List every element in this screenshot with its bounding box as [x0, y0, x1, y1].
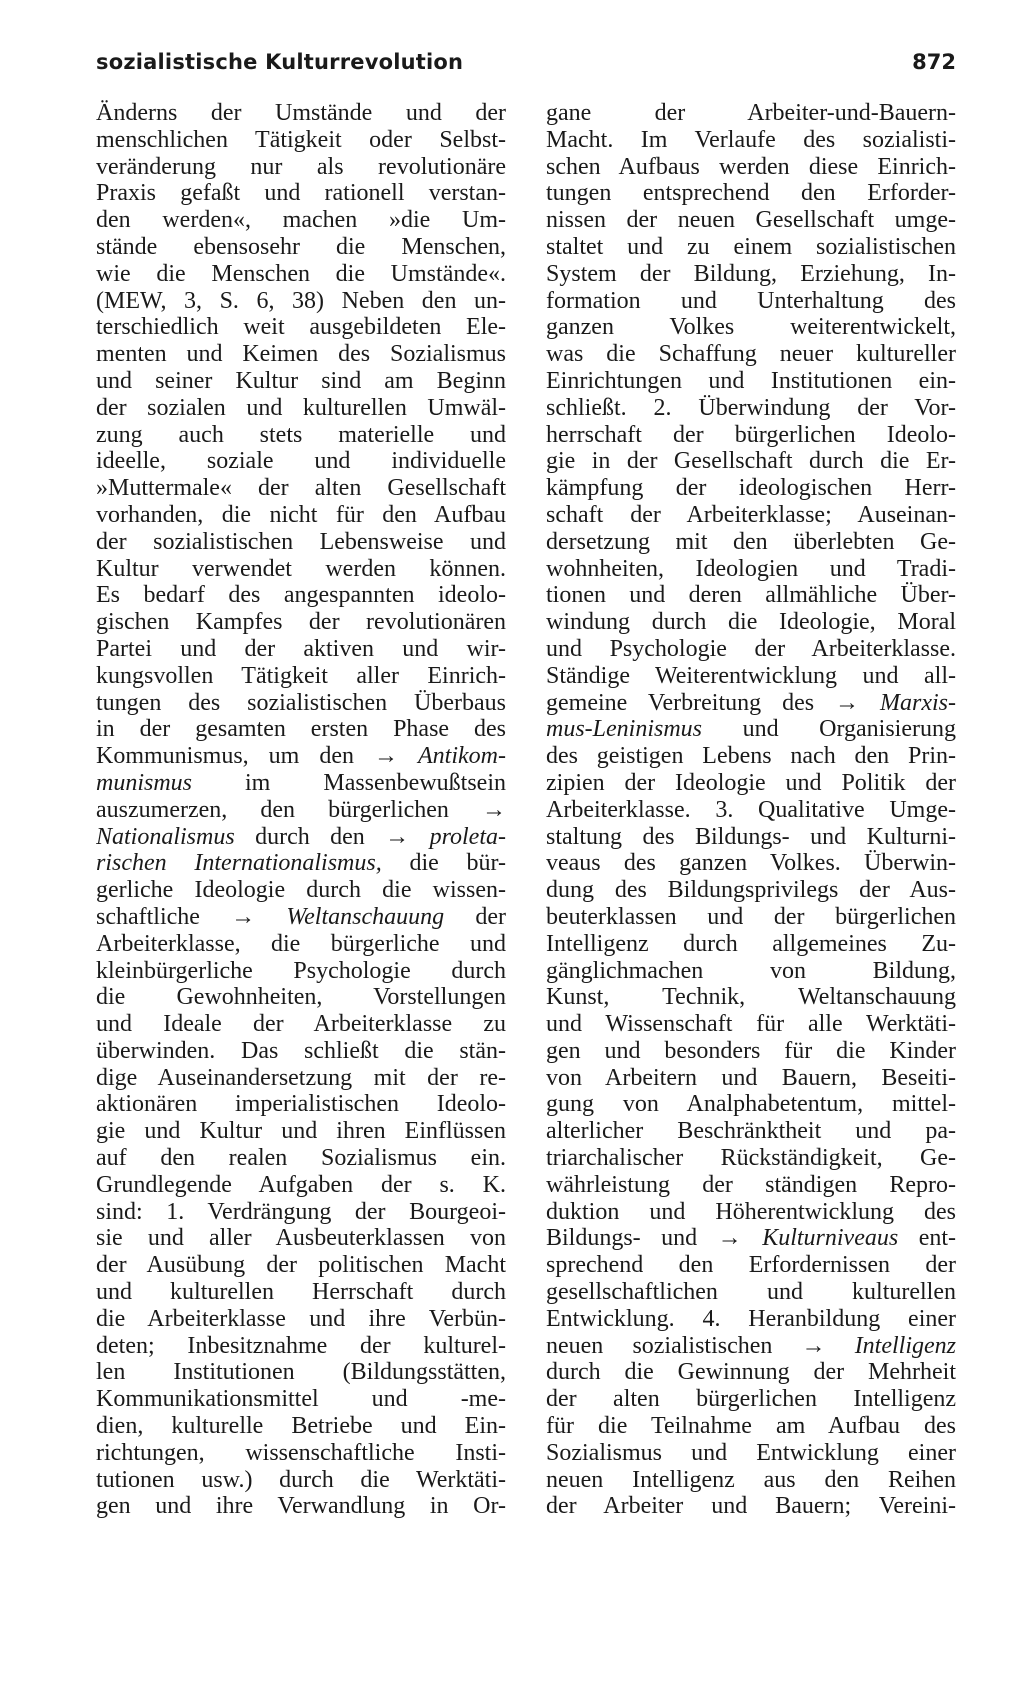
text-run: was die Schaffung neuer kultureller [546, 341, 956, 368]
text-run: kungsvollen Tätigkeit aller Einrich- [96, 662, 506, 689]
text-line [546, 341, 956, 368]
text-run: schen Aufbaus werden diese Einrich- [546, 153, 956, 180]
text-line [546, 502, 956, 529]
text-line [96, 716, 506, 743]
text-line [96, 1493, 506, 1520]
text-run: (MEW, 3, S. 6, 38) Neben den un- [96, 287, 506, 314]
text-line [96, 1118, 506, 1145]
text-line [96, 850, 506, 877]
text-line [546, 1333, 956, 1360]
text-line [96, 100, 506, 127]
text-run: neuen sozialistischen → [546, 1332, 855, 1359]
text-run: gie in der Gesellschaft durch die Er- [546, 448, 956, 475]
text-run: zipien der Ideologie und Politik der [546, 769, 956, 796]
text-line [96, 422, 506, 449]
text-run: gung von Analphabetentum, mittel- [546, 1091, 956, 1118]
text-run: auf den realen Sozialismus ein. [96, 1145, 506, 1172]
text-run: Änderns der Umstände und der [96, 100, 506, 126]
text-line [96, 556, 506, 583]
text-run: der [444, 903, 506, 930]
text-line [546, 797, 956, 824]
text-run: gane der Arbeiter-und-Bauern- [546, 100, 956, 126]
text-run: die Gewohnheiten, Vorstellungen [96, 984, 506, 1011]
text-line [96, 1199, 506, 1226]
text-line [546, 877, 956, 904]
text-line [546, 716, 956, 743]
text-line [546, 234, 956, 261]
text-run: gemeine Verbreitung des → [546, 689, 881, 716]
text-line [96, 1011, 506, 1038]
text-run: stände ebensosehr die Menschen, [96, 233, 506, 260]
text-run: sprechend den Erfordernissen der [546, 1252, 956, 1279]
text-run: Einrichtungen und Institutionen ein- [546, 367, 956, 394]
text-line [546, 931, 956, 958]
text-run: »Muttermale« der alten Gesellschaft [96, 475, 506, 502]
text-run: Kommunikationsmittel und -me- [96, 1386, 506, 1413]
text-run: deten; Inbesitznahme der kulturel- [96, 1332, 506, 1359]
text-line [546, 100, 956, 127]
text-line [96, 475, 506, 502]
text-run: Bildungs- und → [546, 1225, 763, 1252]
text-run: und Ideale der Arbeiterklasse zu [96, 1011, 506, 1038]
text-run: tutionen usw.) durch die Werktäti- [96, 1466, 506, 1493]
text-line [546, 180, 956, 207]
text-line [546, 1440, 956, 1467]
text-line [546, 1386, 956, 1413]
text-line [96, 1038, 506, 1065]
text-line [546, 1199, 956, 1226]
text-run: und Wissenschaft für alle Werktäti- [546, 1011, 956, 1038]
text-run: der sozialen und kulturellen Umwäl- [96, 394, 506, 421]
text-line [546, 1493, 956, 1520]
text-run: überwinden. Das schließt die stän- [96, 1037, 506, 1064]
text-line [546, 1413, 956, 1440]
text-column-left [96, 100, 506, 1520]
text-run: der alten bürgerlichen Intelligenz [546, 1386, 956, 1413]
text-line [96, 127, 506, 154]
text-run: ganzen Volkes weiterentwickelt, [546, 314, 956, 341]
text-line [546, 1011, 956, 1038]
text-line [546, 582, 956, 609]
text-run: dung des Bildungsprivilegs der Aus- [546, 877, 956, 904]
text-line [546, 1359, 956, 1386]
text-run: System der Bildung, Erziehung, In- [546, 260, 956, 287]
text-line [96, 368, 506, 395]
text-line [96, 1279, 506, 1306]
text-line [546, 529, 956, 556]
text-line [546, 556, 956, 583]
text-line [546, 824, 956, 851]
text-run: auszumerzen, den bürgerlichen → [96, 796, 506, 823]
text-line [546, 904, 956, 931]
text-run: vorhanden, die nicht für den Aufbau [96, 501, 506, 528]
text-line [546, 1252, 956, 1279]
text-run: Macht. Im Verlaufe des sozialisti- [546, 126, 956, 153]
text-line [546, 448, 956, 475]
italic-term: mus-Leninismus [546, 716, 703, 743]
text-line [96, 1306, 506, 1333]
text-run: veaus des ganzen Volkes. Überwin- [546, 850, 956, 877]
text-run: und Psychologie der Arbeiterklasse. [546, 635, 956, 662]
text-line [96, 288, 506, 315]
text-line [546, 368, 956, 395]
text-run: wohnheiten, Ideologien und Tradi- [546, 555, 956, 582]
text-line [546, 1038, 956, 1065]
text-run: schließt. 2. Überwindung der Vor- [546, 394, 956, 421]
text-run: für die Teilnahme am Aufbau des [546, 1413, 956, 1440]
text-run: richtungen, wissenschaftliche Insti- [96, 1439, 506, 1466]
text-run: gänglichmachen von Bildung, [546, 957, 956, 984]
text-line [96, 609, 506, 636]
text-line [96, 1359, 506, 1386]
text-run: Entwicklung. 4. Heranbildung einer [546, 1305, 956, 1332]
text-run: Sozialismus und Entwicklung einer [546, 1439, 956, 1466]
text-line [96, 261, 506, 288]
text-line [546, 395, 956, 422]
italic-term: Kulturniveaus [762, 1225, 899, 1252]
italic-term: munismus [96, 769, 193, 796]
text-line [96, 877, 506, 904]
text-line [546, 636, 956, 663]
text-line [96, 1467, 506, 1494]
text-line [96, 824, 506, 851]
text-run: Arbeiterklasse, die bürgerliche und [96, 930, 506, 957]
text-line [546, 288, 956, 315]
text-line [96, 663, 506, 690]
text-line [96, 448, 506, 475]
text-line [96, 1413, 506, 1440]
text-line [96, 582, 506, 609]
text-line [96, 207, 506, 234]
text-line [546, 422, 956, 449]
text-run: menschlichen Tätigkeit oder Selbst- [96, 126, 506, 153]
text-line [546, 314, 956, 341]
text-line [546, 690, 956, 717]
running-header [96, 50, 956, 80]
text-run: tungen des sozialistischen Überbaus [96, 689, 506, 716]
text-run: duktion und Höherentwicklung des [546, 1198, 956, 1225]
text-line [546, 958, 956, 985]
text-run: gerliche Ideologie durch die wissen- [96, 877, 506, 904]
text-line [96, 636, 506, 663]
text-run: Intelligenz durch allgemeines Zu- [546, 930, 956, 957]
text-line [546, 207, 956, 234]
text-run: kleinbürgerliche Psychologie durch [96, 957, 506, 984]
text-run: Kommunismus, um den → [96, 743, 419, 770]
text-line [546, 850, 956, 877]
text-run: dien, kulturelle Betriebe und Ein- [96, 1413, 506, 1440]
text-run: zung auch stets materielle und [96, 421, 506, 448]
text-run: den werden«, machen »die Um- [96, 207, 506, 234]
text-run: beuterklassen und der bürgerlichen [546, 903, 956, 930]
text-run: nissen der neuen Gesellschaft umge- [546, 207, 956, 234]
text-line [546, 770, 956, 797]
text-line [96, 743, 506, 770]
text-line [546, 1091, 956, 1118]
text-run: sind: 1. Verdrängung der Bourgeoi- [96, 1198, 506, 1225]
text-run: Partei und der aktiven und wir- [96, 635, 506, 662]
text-run: staltet und zu einem sozialistischen [546, 233, 956, 260]
italic-term: Nationalismus [96, 823, 235, 850]
text-run: Es bedarf des angespannten ideolo- [96, 582, 506, 609]
text-run: von Arbeitern und Bauern, Beseiti- [546, 1064, 956, 1091]
text-line [546, 261, 956, 288]
text-run: Kultur verwendet werden können. [96, 555, 506, 582]
text-run: Praxis gefaßt und rationell verstan- [96, 180, 506, 207]
text-run: in der gesamten ersten Phase des [96, 716, 506, 743]
italic-term: proleta- [429, 823, 506, 850]
text-run: die Arbeiterklasse und ihre Verbün- [96, 1305, 506, 1332]
text-run: tungen entsprechend den Erforder- [546, 180, 956, 207]
text-run: der sozialistischen Lebensweise und [96, 528, 506, 555]
text-line [96, 314, 506, 341]
text-line [546, 154, 956, 181]
text-run: ideelle, soziale und individuelle [96, 448, 506, 475]
text-run: terschiedlich weit ausgebildeten Ele- [96, 314, 506, 341]
text-run: menten und Keimen des Sozialismus [96, 341, 506, 368]
text-run: und Organisierung [702, 716, 956, 743]
text-line [546, 1306, 956, 1333]
text-run: dersetzung mit den überlebten Ge- [546, 528, 956, 555]
text-run: aktionären imperialistischen Ideolo- [96, 1091, 506, 1118]
text-line [546, 984, 956, 1011]
text-run: gen und besonders für die Kinder [546, 1037, 956, 1064]
page-number: 872 [912, 50, 956, 74]
text-run: Arbeiterklasse. 3. Qualitative Umge- [546, 796, 956, 823]
text-run: Ständige Weiterentwicklung und all- [546, 662, 956, 689]
text-line [546, 1118, 956, 1145]
text-line [96, 904, 506, 931]
text-run: Grundlegende Aufgaben der s. K. [96, 1171, 506, 1198]
text-line [546, 475, 956, 502]
text-run: gen und ihre Verwandlung in Or- [96, 1493, 506, 1520]
text-run: windung durch die Ideologie, Moral [546, 609, 956, 636]
text-line [546, 609, 956, 636]
text-line [96, 797, 506, 824]
text-run: im Massenbewußtsein [192, 769, 506, 796]
text-run: schaftliche → [96, 903, 287, 930]
text-run: währleistung der ständigen Repro- [546, 1171, 956, 1198]
text-line [96, 1252, 506, 1279]
italic-term: Antikom- [418, 743, 506, 770]
text-line [96, 180, 506, 207]
italic-term: rischen Internationalismus, [96, 850, 382, 877]
text-run: schaft der Arbeiterklasse; Auseinan- [546, 501, 956, 528]
text-run: und seiner Kultur sind am Beginn [96, 367, 506, 394]
text-line [96, 1225, 506, 1252]
italic-term: Marxis- [880, 689, 956, 716]
text-line [96, 931, 506, 958]
text-run: veränderung nur als revolutionäre [96, 153, 506, 180]
text-line [96, 529, 506, 556]
text-run: tionen und deren allmähliche Über- [546, 582, 956, 609]
text-run: des geistigen Lebens nach den Prin- [546, 743, 956, 770]
text-run: len Institutionen (Bildungsstätten, [96, 1359, 506, 1386]
text-line [96, 1386, 506, 1413]
text-run: durch den → [234, 823, 430, 850]
text-run: dige Auseinandersetzung mit der re- [96, 1064, 506, 1091]
text-column-right [546, 100, 956, 1520]
text-line [96, 234, 506, 261]
italic-term: Intelligenz [854, 1332, 956, 1359]
text-line [96, 1091, 506, 1118]
text-line [546, 663, 956, 690]
text-run: gischen Kampfes der revolutionären [96, 609, 506, 636]
italic-term: Weltanschauung [286, 903, 445, 930]
text-run: herrschaft der bürgerlichen Ideolo- [546, 421, 956, 448]
text-line [96, 1145, 506, 1172]
text-run: die bür- [381, 850, 506, 877]
text-run: durch die Gewinnung der Mehrheit [546, 1359, 956, 1386]
running-head-title: sozialistische Kulturrevolution [96, 50, 464, 74]
text-line [546, 743, 956, 770]
text-run: gie und Kultur und ihren Einflüssen [96, 1118, 506, 1145]
text-line [96, 502, 506, 529]
text-line [96, 690, 506, 717]
text-run: triarchalischer Rückständigkeit, Ge- [546, 1145, 956, 1172]
text-line [546, 1065, 956, 1092]
text-run: wie die Menschen die Umstände«. [96, 260, 506, 287]
text-line [546, 1172, 956, 1199]
text-run: alterlicher Beschränktheit und pa- [546, 1118, 956, 1145]
text-line [546, 1225, 956, 1252]
text-line [96, 1065, 506, 1092]
text-run: der Ausübung der politischen Macht [96, 1252, 506, 1279]
text-line [96, 958, 506, 985]
text-run: gesellschaftlichen und kulturellen [546, 1279, 956, 1306]
text-line [96, 1440, 506, 1467]
text-line [546, 1467, 956, 1494]
text-run: sie und aller Ausbeuterklassen von [96, 1225, 506, 1252]
text-run: der Arbeiter und Bauern; Vereini- [546, 1493, 956, 1520]
text-line [96, 341, 506, 368]
text-run: neuen Intelligenz aus den Reihen [546, 1466, 956, 1493]
text-run: und kulturellen Herrschaft durch [96, 1279, 506, 1306]
text-run: kämpfung der ideologischen Herr- [546, 475, 956, 502]
text-line [546, 1145, 956, 1172]
text-run: staltung des Bildungs- und Kulturni- [546, 823, 956, 850]
text-line [546, 1279, 956, 1306]
text-line [96, 1333, 506, 1360]
text-run: Kunst, Technik, Weltanschauung [546, 984, 956, 1011]
text-line [96, 1172, 506, 1199]
text-line [96, 154, 506, 181]
text-run: formation und Unterhaltung des [546, 287, 956, 314]
text-line [546, 127, 956, 154]
text-line [96, 770, 506, 797]
text-run: ent- [898, 1225, 956, 1252]
text-line [96, 395, 506, 422]
text-line [96, 984, 506, 1011]
